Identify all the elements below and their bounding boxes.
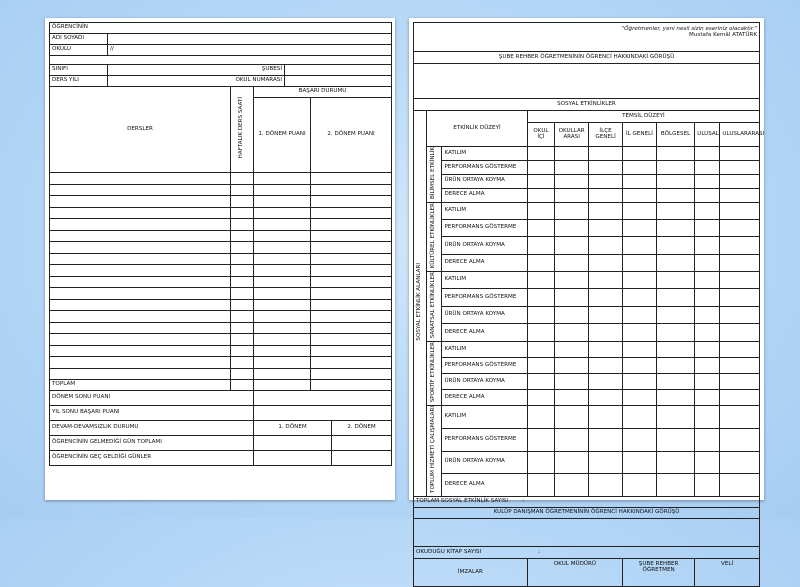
total-social-activities: TOPLAM SOSYAL ETKİNLİK SAYISI : [414,496,760,507]
signatures-label: İMZALAR [414,558,528,586]
atatürk-quote: "Öğretmenler, yeni nesil sizin eseriniz olacaktır." [621,26,757,32]
group-cultural: KÜLTÜREL ETKİNLİKLER [427,202,442,271]
term-end-score-field[interactable] [254,391,392,406]
attendance-label: DEVAM-DEVAMSIZLIK DURUMU [50,421,254,436]
absent-total-label: ÖĞRENCİNİN GELMEDİĞİ GÜN TOPLAMI [50,436,254,451]
lesson-row[interactable] [50,230,392,242]
level-district: İLÇE GENELİ [589,123,623,147]
lesson-row[interactable] [50,253,392,265]
representation-level-header: TEMSİL DÜZEYİ [527,111,759,123]
schoolno-label: OKUL NUMARASI [108,76,285,87]
report-card-right-page [409,18,765,575]
social-activities-title: SOSYAL ETKİNLİKLER [414,99,760,111]
activity-row-label: PERFORMANS GÖSTERME [442,289,527,307]
lesson-row[interactable] [50,357,392,369]
school-label: OKULU [50,45,108,56]
level-inter-school: OKULLAR ARASI [555,123,589,147]
group-artistic: SANATSAL ETKİNLİKLER [427,271,442,341]
total-label: TOPLAM [50,380,231,391]
activity-row-label: ÜRÜN ORTAYA KOYMA [442,451,527,474]
class-teacher-signature[interactable]: ŞUBE REHBER ÖĞRETMEN [623,558,695,586]
activity-row-label: DERECE ALMA [442,474,527,497]
activity-row-label: ÜRÜN ORTAYA KOYMA [442,306,527,324]
activity-row-label: KATILIM [442,271,527,289]
student-info-table [49,22,392,466]
activity-row-label: PERFORMANS GÖSTERME [442,358,527,374]
yearend-success-label: YIL SONU BAŞARI PUANI [50,406,254,421]
report-card-left-page [45,18,395,500]
activity-row-label: PERFORMANS GÖSTERME [442,220,527,237]
activity-row-label: KATILIM [442,342,527,358]
lesson-row[interactable] [50,345,392,357]
activity-row-label: ÜRÜN ORTAYA KOYMA [442,374,527,390]
late-term2-field[interactable] [332,451,392,466]
late-term1-field[interactable] [254,451,332,466]
group-scientific: BİLİMSEL ETKİNLİK [427,147,442,203]
attendance-term2: 2. DÖNEM [332,421,392,436]
activity-row-label: KATILIM [442,147,527,161]
quote-box [414,23,760,52]
activity-row-label: PERFORMANS GÖSTERME [442,160,527,174]
activity-row-label: DERECE ALMA [442,254,527,271]
parent-signature[interactable]: VELİ [695,558,760,586]
lesson-row[interactable] [50,207,392,219]
lesson-row[interactable] [50,219,392,231]
late-days-label: ÖĞRENCİNİN GEÇ GELDİĞİ GÜNLER [50,451,254,466]
club-opinion-label: KULÜP DANIŞMAN ÖĞRETMENİNİN ÖĞRENCİ HAKKINDAKİ GÖRÜŞÜ [414,507,760,518]
lesson-row[interactable] [50,368,392,380]
principal-signature[interactable]: OKUL MÜDÜRÜ [527,558,622,586]
term-end-score-label: DÖNEM SONU PUANI [50,391,254,406]
name-label: ADI SOYADI [50,34,108,45]
lesson-row[interactable] [50,288,392,300]
books-read: OKUDUĞU KİTAP SAYISI : [414,546,760,558]
activity-row-label: KATILIM [442,202,527,219]
activity-row-label: KATILIM [442,406,527,429]
level-province: İL GENELİ [623,123,657,147]
level-regional: BÖLGESEL [656,123,694,147]
success-header: BAŞARI DURUMU [254,87,392,98]
absent-term1-field[interactable] [254,436,332,451]
activity-row-label: DERECE ALMA [442,188,527,202]
lesson-row[interactable] [50,276,392,288]
branch-field[interactable] [285,65,392,76]
name-field[interactable] [108,34,392,45]
lesson-row[interactable] [50,311,392,323]
activity-row-label: ÜRÜN ORTAYA KOYMA [442,237,527,254]
activity-row-label: PERFORMANS GÖSTERME [442,428,527,451]
group-sports: SPORTİF ETKİNLİKLER [427,342,442,406]
lesson-row[interactable] [50,322,392,334]
social-areas-label: SOSYAL ETKİNLİK ALANLARI [414,111,427,497]
term2-score-header: 2. DÖNEM PUANI [311,98,392,173]
activity-row-label: ÜRÜN ORTAYA KOYMA [442,174,527,188]
teacher-opinion-label: ŞUBE REHBER ÖĞRETMENİNİN ÖĞRENCİ HAKKINDAKİ GÖRÜŞÜ [414,52,760,64]
student-label: ÖĞRENCİNİN [50,23,392,34]
lesson-row[interactable] [50,299,392,311]
weekly-hours-header: HAFTALIK DERS SAATİ [231,87,254,173]
yearend-success-field[interactable] [254,406,392,421]
attendance-term1: 1. DÖNEM [254,421,332,436]
lesson-row[interactable] [50,242,392,254]
class-label: SINIFI [50,65,108,76]
term1-score-header: 1. DÖNEM PUANI [254,98,311,173]
year-label: DERS YILI [50,76,108,87]
level-international: ULUSLARARASI [720,123,760,147]
teacher-opinion-field[interactable] [414,64,760,99]
quote-author: Mustafa Kemâl ATATÜRK [689,31,757,38]
level-national: ULUSAL [695,123,720,147]
group-community-service: TOPLUM HİZMETİ ÇALIŞMALARI [427,406,442,497]
branch-label: ŞUBESİ [108,65,285,76]
school-field[interactable]: // [108,45,392,56]
lesson-row[interactable] [50,265,392,277]
schoolno-field[interactable] [285,76,392,87]
activity-row-label: DERECE ALMA [442,324,527,342]
social-activities-table [413,22,765,587]
lesson-row[interactable] [50,184,392,196]
lesson-row[interactable] [50,173,392,185]
activity-level-header: ETKİNLİK DÜZEYİ [427,111,528,147]
club-opinion-field[interactable] [414,518,760,546]
activity-row-label: DERECE ALMA [442,390,527,406]
level-school: OKUL İÇİ [527,123,554,147]
lesson-row[interactable] [50,334,392,346]
lessons-header: DERSLER [50,87,231,173]
absent-term2-field[interactable] [332,436,392,451]
lesson-row[interactable] [50,196,392,208]
